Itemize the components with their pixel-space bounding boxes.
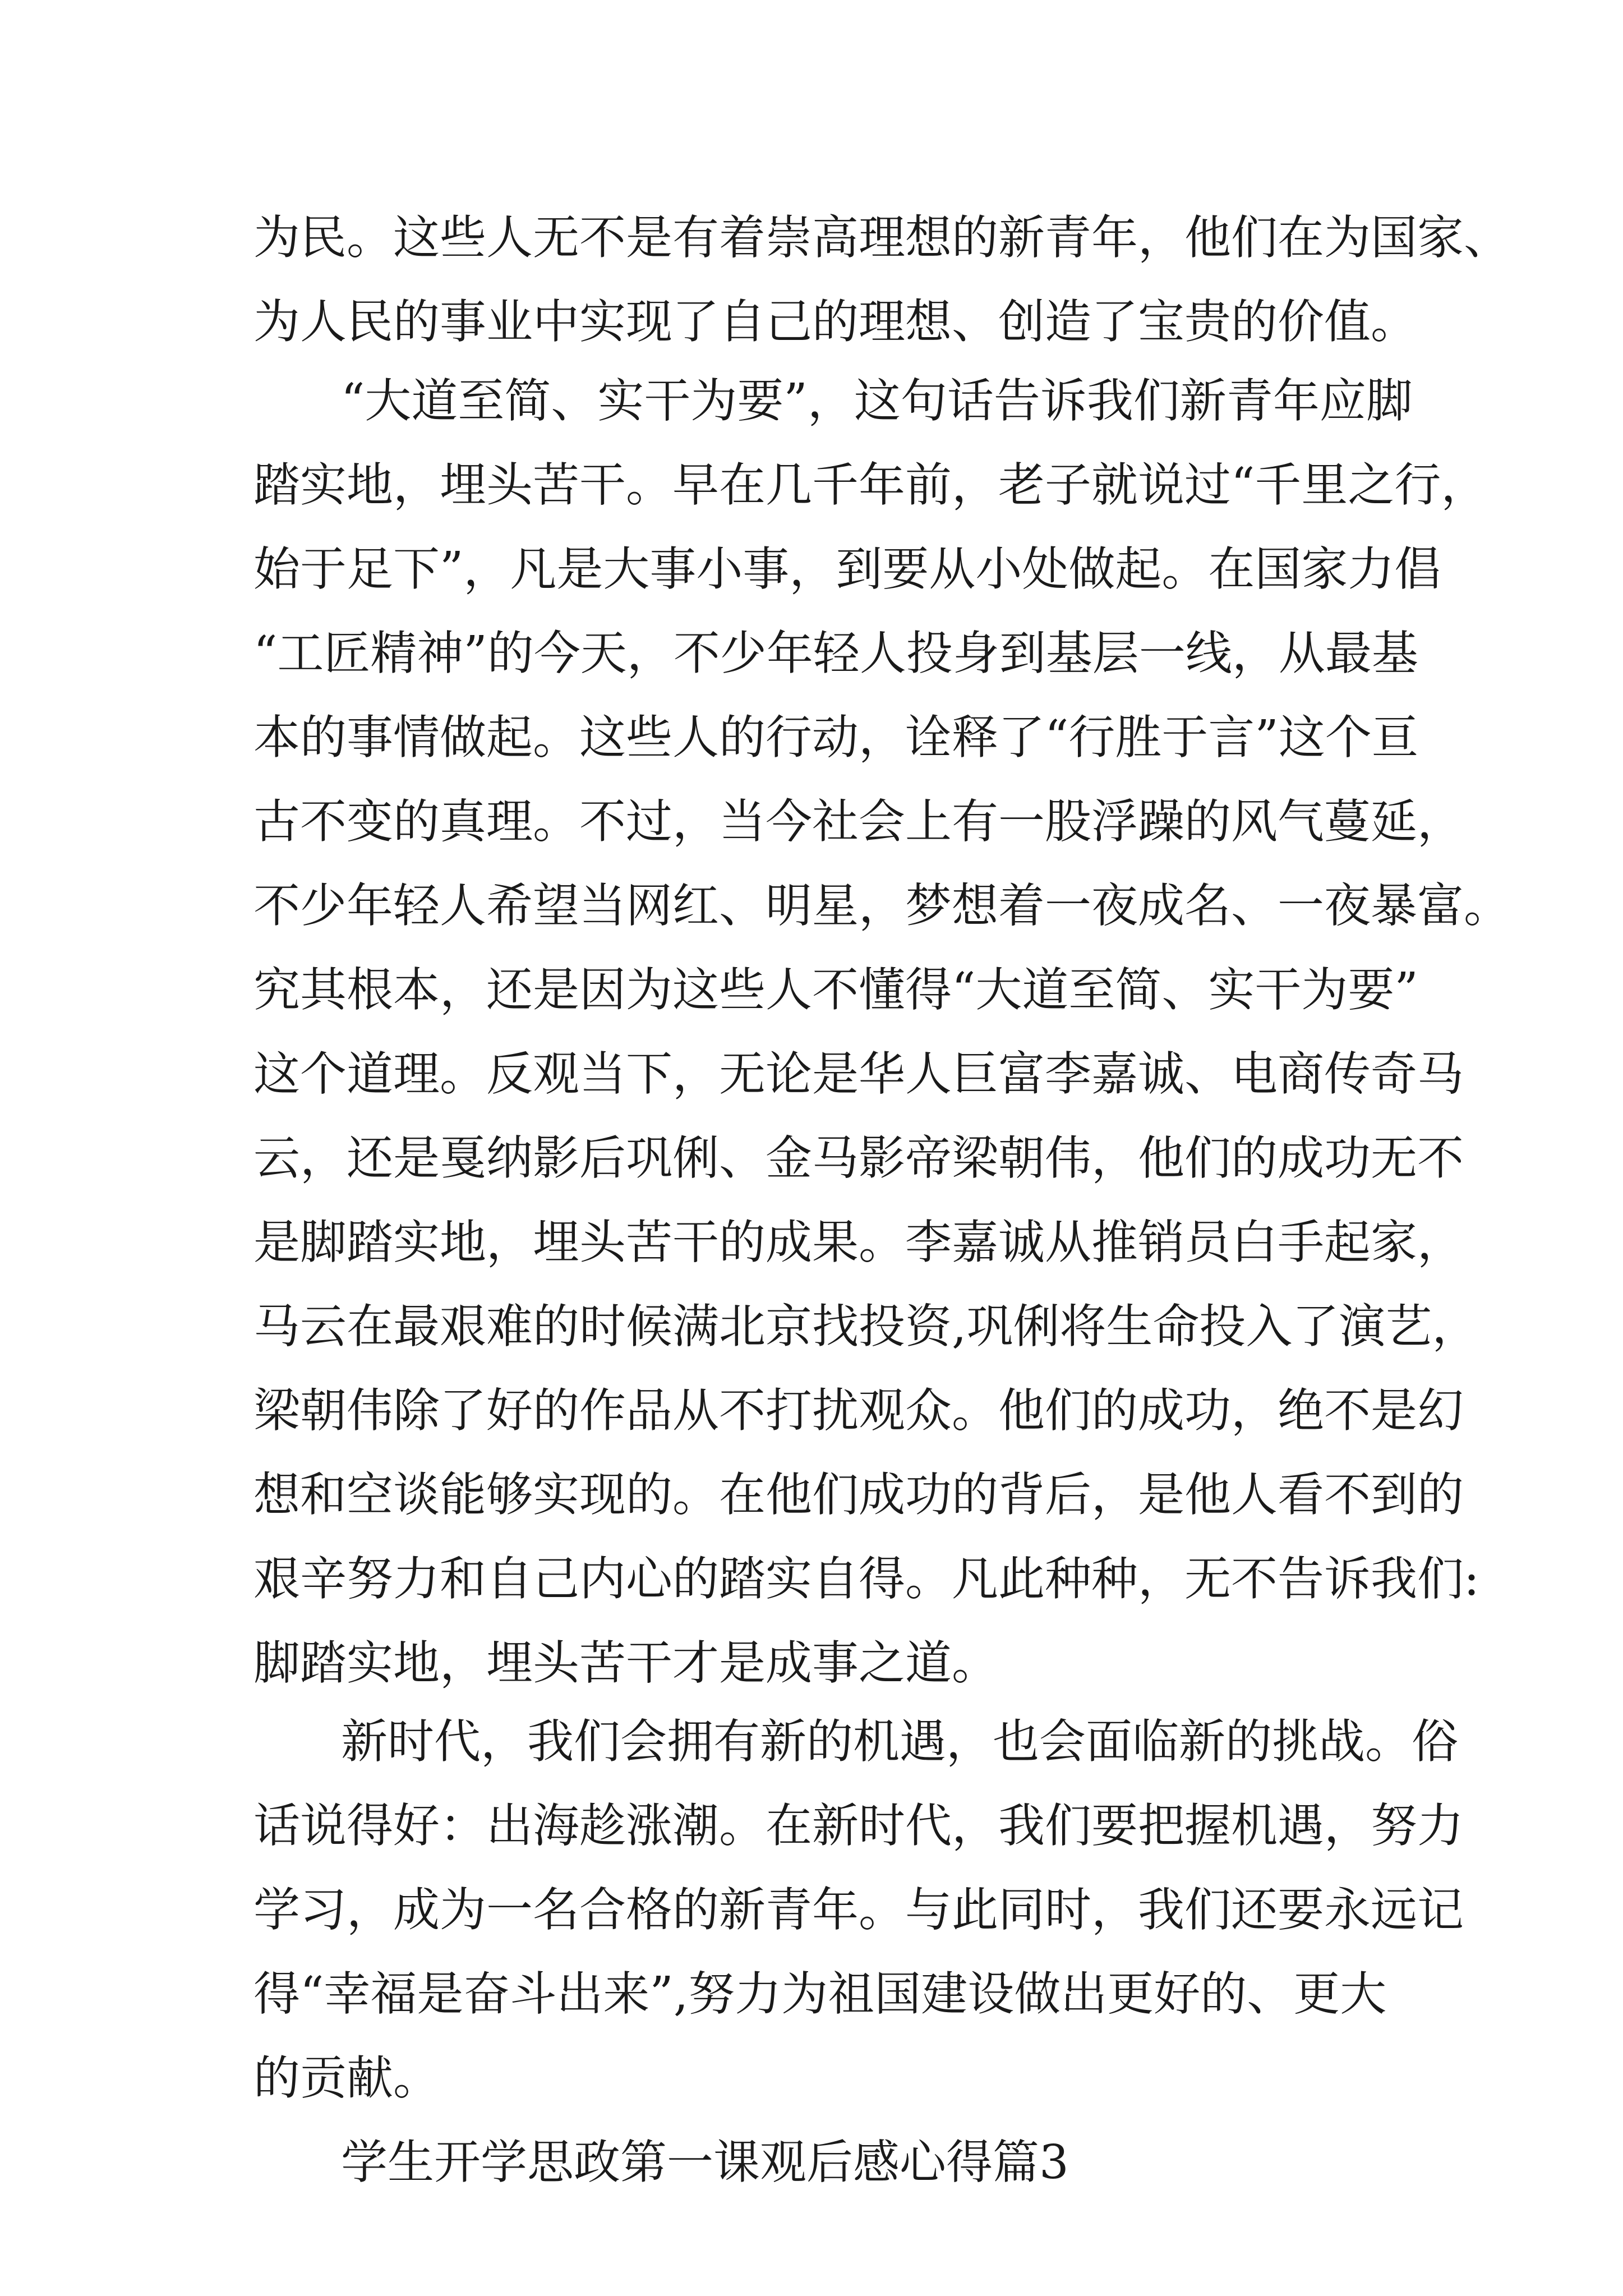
text-line: 云，还是戛纳影后巩俐、金马影帝梁朝伟，他们的成功无不: [253, 1131, 1464, 1185]
text-line: 的贡献。: [253, 2051, 440, 2105]
text-line: 新时代，我们会拥有新的机遇，也会面临新的挑战。俗: [341, 1714, 1458, 1769]
text-line: 为民。这些人无不是有着崇高理想的新青年，他们在为国家、: [253, 210, 1510, 265]
text-line: 脚踏实地，埋头苦干才是成事之道。: [253, 1636, 998, 1690]
text-line: 为人民的事业中实现了自己的理想、创造了宝贵的价值。: [253, 295, 1417, 349]
text-line: 话说得好：出海趁涨潮。在新时代，我们要把握机遇，努力: [253, 1798, 1464, 1853]
text-line: 是脚踏实地，埋头苦干的成果。李嘉诚从推销员白手起家，: [253, 1215, 1464, 1269]
text-line: 想和空谈能够实现的。在他们成功的背后，是他人看不到的: [253, 1467, 1464, 1522]
text-line: “工匠精神”的今天，不少年轻人投身到基层一线，从最基: [253, 626, 1418, 680]
text-line: 踏实地，埋头苦干。早在几千年前，老子就说过“千里之行，: [253, 458, 1488, 512]
text-line: 学习，成为一名合格的新青年。与此同时，我们还要永远记: [253, 1883, 1464, 1937]
text-line: 究其根本，还是因为这些人不懂得“大道至简、实干为要”: [253, 963, 1418, 1017]
text-line: 不少年轻人希望当网红、明星，梦想着一夜成名、一夜暴富。: [253, 878, 1510, 933]
text-line: 这个道理。反观当下，无论是华人巨富李嘉诚、电商传奇马: [253, 1047, 1464, 1101]
text-line: 本的事情做起。这些人的行动，诠释了“行胜于言”这个亘: [253, 710, 1418, 765]
text-line: 艰辛努力和自己内心的踏实自得。凡此种种，无不告诉我们:: [253, 1552, 1479, 1606]
text-line: 得“幸福是奋斗出来”,努力为祖国建设做出更好的、更大: [253, 1967, 1387, 2021]
text-line: 古不变的真理。不过，当今社会上有一股浮躁的风气蔓延，: [253, 794, 1464, 849]
section-heading: 学生开学思政第一课观后感心得篇3: [341, 2135, 1069, 2189]
text-line: 马云在最艰难的时候满北京找投资,巩俐将生命投入了演艺，: [253, 1299, 1479, 1354]
text-line: 始于足下”，凡是大事小事，到要从小处做起。在国家力倡: [253, 542, 1441, 596]
text-line: 梁朝伟除了好的作品从不打扰观众。他们的成功，绝不是幻: [253, 1383, 1464, 1438]
text-line: “大道至简、实干为要”，这句话告诉我们新青年应脚: [341, 374, 1413, 428]
